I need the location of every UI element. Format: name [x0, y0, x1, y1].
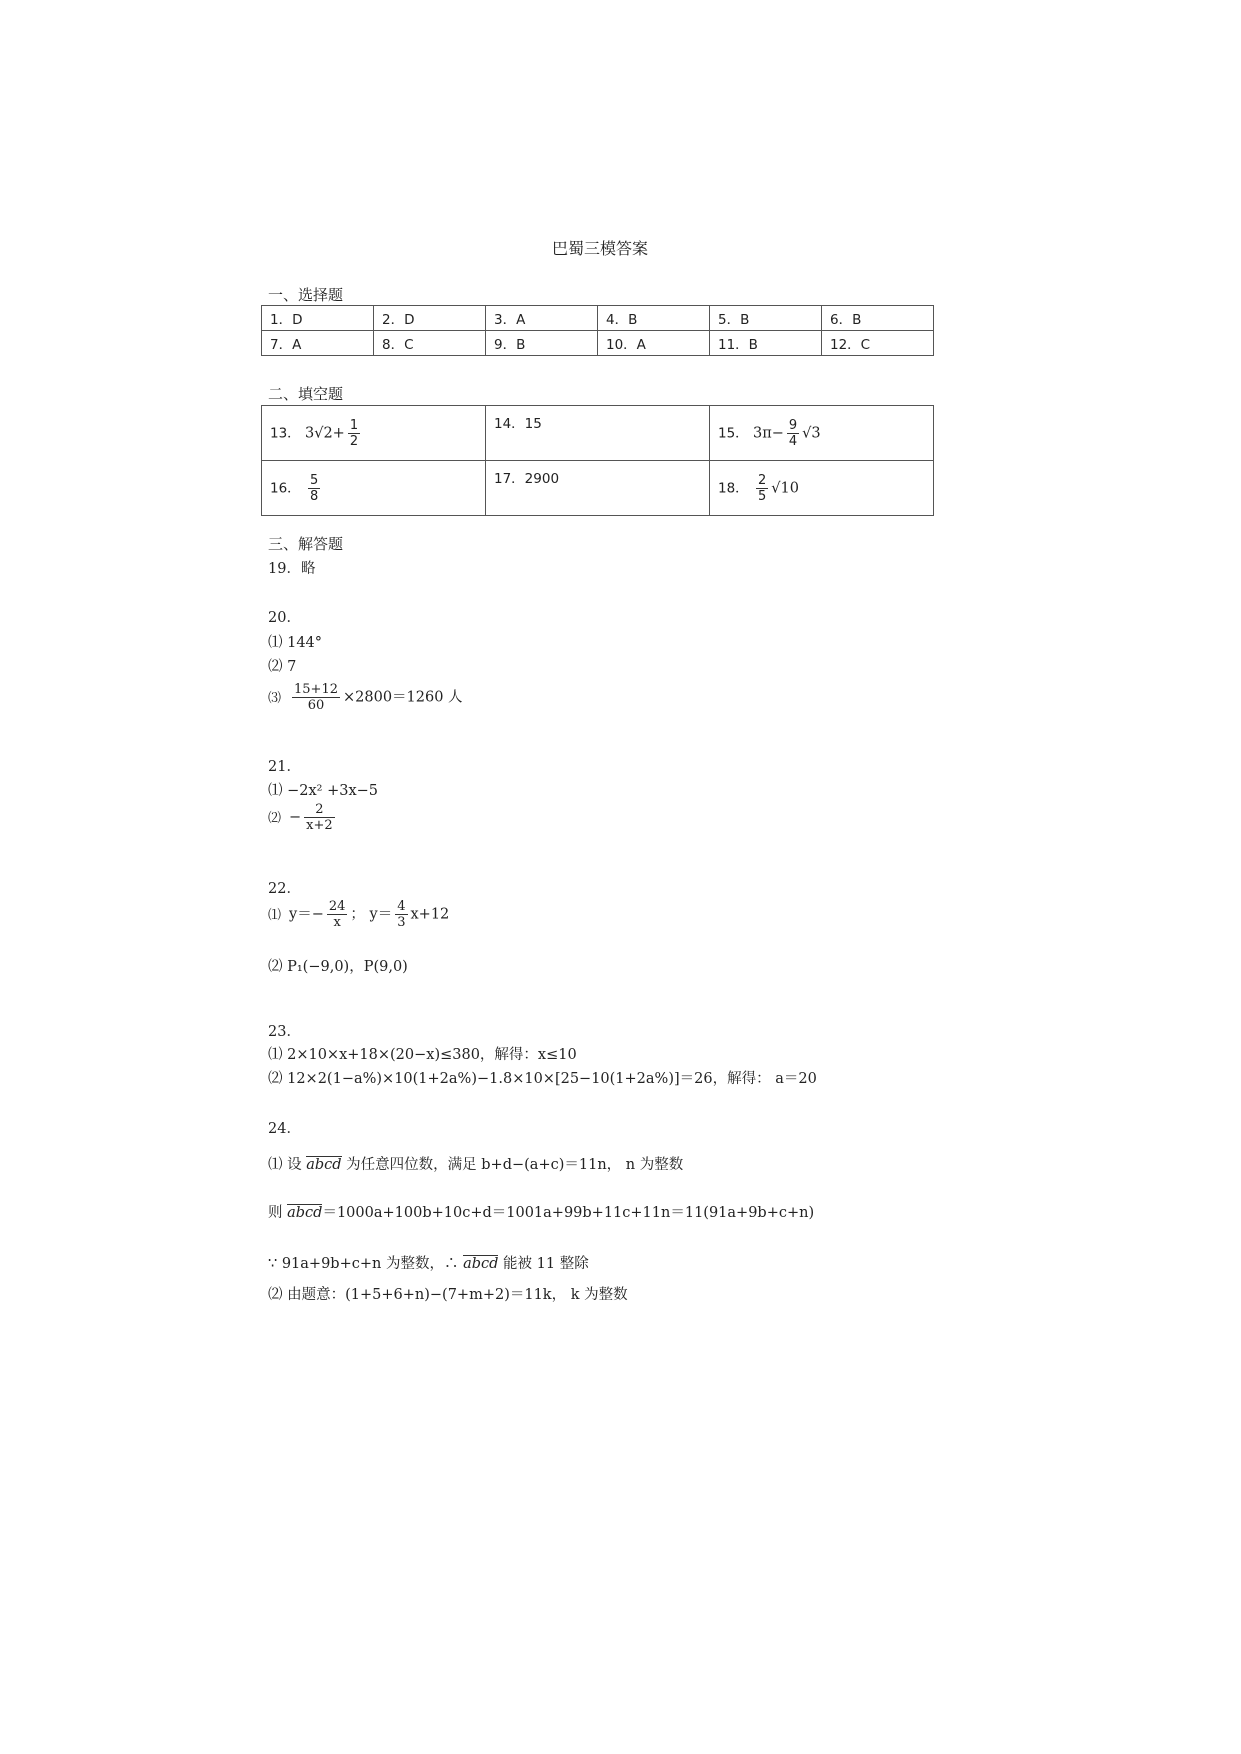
- choice-answer-table: [261, 305, 934, 356]
- table-cell: 11．B: [710, 331, 822, 356]
- table-row: [262, 461, 934, 516]
- section-heading-fill: 二、填空题: [268, 385, 344, 403]
- question-22-label: 22．: [268, 881, 301, 897]
- fraction: $\frac{9}{4}$: [788, 417, 798, 449]
- answer-16: 16． $\frac{5}{8}$: [262, 461, 486, 516]
- answer-17: 17．2900: [486, 461, 710, 516]
- answer-24-1: ⑴ 设 abcd 为任意四位数，满足 b+d−(a+c)＝11n， n 为整数: [268, 1157, 684, 1173]
- fraction: $\frac{1}{2}$: [349, 417, 359, 449]
- answer-24-proof: 则 abcd＝1000a+100b+10c+d＝1001a+99b+11c+11n＝11(91a+9b+c+n): [268, 1205, 815, 1221]
- table-row: [262, 406, 934, 461]
- answer-21-1: ⑴ −2x² +3x−5: [268, 783, 379, 799]
- fraction: $\frac{5}{8}$: [309, 472, 319, 504]
- table-row: [262, 306, 934, 331]
- answer-18: 18． $\frac{2}{5}$ √10: [710, 461, 934, 516]
- question-21-label: 21．: [268, 759, 301, 775]
- table-cell: 6．B: [822, 306, 934, 331]
- table-row: [262, 331, 934, 356]
- table-cell: 12．C: [822, 331, 934, 356]
- answer-14: 14．15: [486, 406, 710, 461]
- answer-15: 15． 3π− $\frac{9}{4}$ √3: [710, 406, 934, 461]
- answer-22-1: ⑴ y＝− $\frac{24}{x}$ ； y＝ $\frac{4}{3}$ x+12: [268, 899, 450, 930]
- fraction: $\frac{4}{3}$: [397, 899, 406, 930]
- question-24-label: 24．: [268, 1121, 301, 1137]
- answer-23-1: ⑴ 2×10×x+18×(20−x)≤380，解得：x≤10: [268, 1047, 577, 1063]
- answer-24-conclusion: ∵ 91a+9b+c+n 为整数，∴ abcd 能被 11 整除: [268, 1256, 589, 1272]
- table-cell: 2．D: [374, 306, 486, 331]
- question-23-label: 23．: [268, 1024, 301, 1040]
- fraction: $\frac{15+12}{60}$: [294, 682, 338, 713]
- table-cell: 10．A: [598, 331, 710, 356]
- answer-23-2: ⑵ 12×2(1−a%)×10(1+2a%)−1.8×10×[25−10(1+2a%)]＝26，解得： a＝20: [268, 1071, 817, 1087]
- fraction: $\frac{2}{5}$: [757, 472, 767, 504]
- answer-21-2: ⑵ − $\frac{2}{x+2}$: [268, 802, 333, 833]
- answer-13-term: 3√2+: [304, 425, 345, 441]
- answer-19: 19．略: [268, 561, 316, 577]
- question-20-label: 20．: [268, 610, 301, 626]
- table-cell: 9．B: [486, 331, 598, 356]
- section-heading-choice: 一、选择题: [268, 286, 344, 304]
- page-title: 巴蜀三模答案: [551, 239, 648, 258]
- table-cell: 8．C: [374, 331, 486, 356]
- fraction: $\frac{24}{x}$: [328, 899, 346, 930]
- table-cell: 5．B: [710, 306, 822, 331]
- fraction: $\frac{2}{x+2}$: [306, 802, 333, 833]
- fill-answer-table: [261, 405, 934, 516]
- section-heading-solve: 三、解答题: [268, 535, 344, 553]
- answer-20-2: ⑵ 7: [268, 659, 297, 675]
- answer-13: 13． 3√2+ $\frac{1}{2}$: [262, 406, 486, 461]
- table-cell: 3．A: [486, 306, 598, 331]
- answer-22-2: ⑵ P₁(−9,0)，P(9,0): [268, 959, 408, 975]
- table-cell: 7．A: [262, 331, 374, 356]
- answer-20-1: ⑴ 144°: [268, 635, 323, 651]
- table-cell: 4．B: [598, 306, 710, 331]
- answer-20-3: ⑶ $\frac{15+12}{60}$ ×2800＝1260 人: [268, 682, 463, 713]
- table-cell: 1．D: [262, 306, 374, 331]
- answer-24-2: ⑵ 由题意：(1+5+6+n)−(7+m+2)＝11k， k 为整数: [268, 1287, 628, 1303]
